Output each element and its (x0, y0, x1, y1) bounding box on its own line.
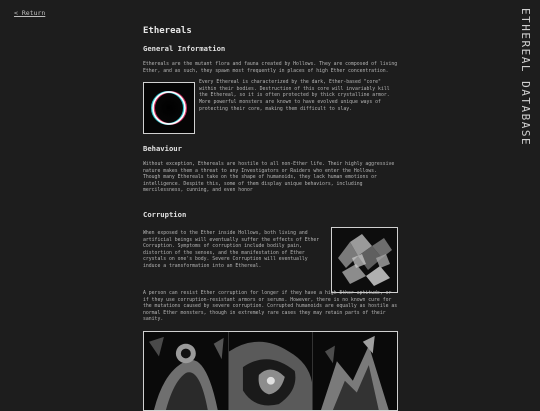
gallery-image-2 (229, 332, 314, 410)
general-para-2: Every Ethereal is characterized by the dark, Ether-based "core" within their bodies. Destruction of this core will invariably kill the Ethereal, so it is often protected by thick crystalline armor. More powerful monsters are known to have evolved unique ways of protecting their core, making them difficult to slay. (199, 80, 390, 112)
corruption-para-1: When exposed to the Ether inside Hollows, both living and artificial beings will eventually suffer the effects of Ether Corruption. Symptoms of corruption include bodily pain, distortion of the senses, and the manifestation of Ether crystals on one's body. Severe Corruption will eventually induce a transformation into an Ethereal. (143, 231, 320, 269)
behaviour-para-2: Though many Ethereals take on the shape of humanoids, they lack human emotions or intelligence. Despite this, some of them display unique behaviors, including mercilessness, cunning, and even honor (143, 175, 377, 194)
ethereal-core-image (143, 82, 195, 134)
section-corruption (143, 210, 398, 330)
section-heading-behaviour: Behaviour (143, 144, 182, 153)
gallery-image-1 (144, 332, 229, 410)
main-content (143, 26, 398, 323)
core-ring-icon (144, 83, 194, 133)
crystal-cluster-icon (332, 228, 397, 292)
page-title: Ethereals (143, 26, 192, 36)
corruption-para-2: A person can resist Ether corruption for longer if they have a high Ether aptitude, or if they use corruption-resistant armors or serums. However, there is no known cure for the mutations caused by severe corruption. Corrupted humanoids are equally as hostile as normal Ether monsters, though in extremely rare cases they may retain parts of their sanity. (143, 291, 398, 323)
creature-image-icon (144, 332, 228, 410)
corrupted-crystal-image (331, 227, 398, 293)
return-link[interactable]: < Return (14, 9, 46, 17)
behaviour-para-1: Without exception, Ethereals are hostile to all non-Ether life. Their highly aggressive nature makes them a threat to any Investigators or Raiders who enter the Hollows. (143, 162, 395, 174)
section-heading-general: General Information (143, 44, 226, 53)
ethereal-gallery (143, 331, 398, 411)
section-general (143, 44, 398, 134)
database-title: ETHEREAL DATABASE (519, 8, 532, 147)
gallery-image-3 (313, 332, 397, 410)
section-heading-corruption: Corruption (143, 210, 187, 219)
creature-image-icon (313, 332, 397, 410)
general-para-1: Ethereals are the mutant flora and fauna created by Hollows. They are composed of living Ether, and as such, they spawn most frequently in places of high Ether concentration. (143, 62, 398, 74)
creature-image-icon (229, 332, 313, 410)
section-behaviour (143, 144, 398, 201)
